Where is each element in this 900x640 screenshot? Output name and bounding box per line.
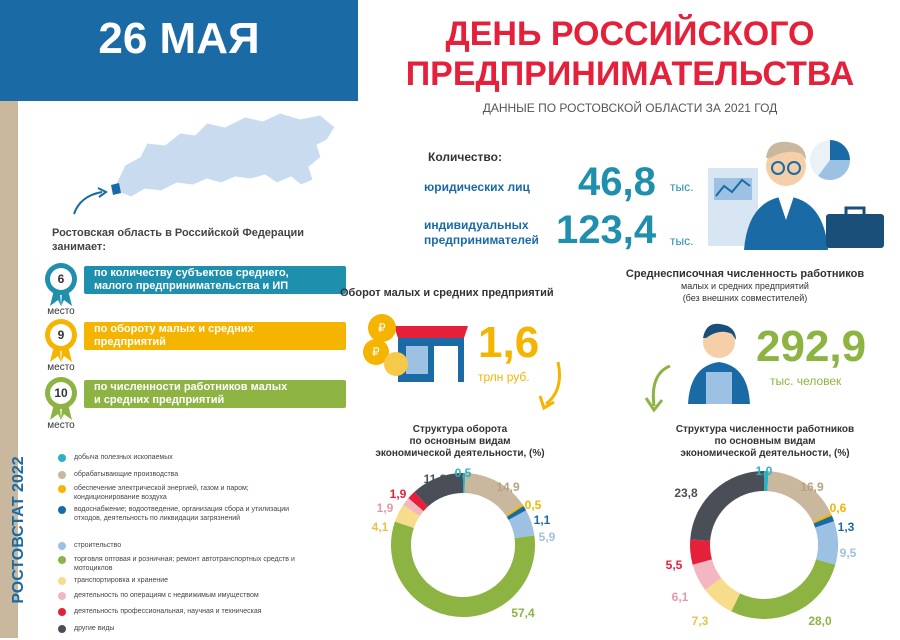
legal-entities-label: юридических лиц (424, 180, 530, 194)
donut-segment (514, 510, 515, 512)
donut-segment (515, 511, 517, 515)
svg-text:₽: ₽ (372, 345, 380, 359)
donut-segment (702, 562, 713, 584)
employees-heading-line-2: малых и средних предприятий (600, 280, 890, 292)
arrow-down-icon (640, 362, 680, 416)
region-caption-line-2: занимает: (52, 240, 352, 254)
donut-data-label: 9,5 (840, 546, 857, 560)
rank-bar (84, 266, 346, 294)
donut-segment (825, 524, 828, 562)
donut-data-label: 11,8 (424, 472, 447, 486)
legend-item-text: деятельность профессиональная, научная и техническая (74, 607, 299, 616)
region-caption (52, 226, 352, 254)
legend-item-text: водоснабжение; водоотведение, организация сбора и утилизации отходов, деятельность по ликвидации загрязнений (74, 505, 299, 523)
ip-unit: тыс. (670, 234, 693, 248)
legend-dot (58, 454, 66, 462)
donut-segment (401, 525, 525, 607)
legend-item-text: добыча полезных ископаемых (74, 453, 299, 462)
donut-segment (404, 510, 411, 524)
donut-segment (700, 481, 764, 540)
employees-unit: тыс. человек (770, 374, 841, 388)
rank-place: 6 (51, 272, 71, 286)
legend-item-text: деятельность по операциям с недвижимым имуществом (74, 591, 299, 600)
legend-dot (58, 556, 66, 564)
employees-heading-line-1: Среднесписочная численность работников (600, 268, 890, 280)
donut-data-label: 4,1 (372, 520, 389, 534)
donut-segment (416, 499, 421, 504)
chart-title-line-3: экономической деятельности, (%) (350, 448, 570, 460)
donut-data-label: 0,5 (525, 498, 542, 512)
rank-text-line-2: предприятий (94, 336, 254, 349)
legend-item-text: обеспечение электрической энергией, газом и паром; кондиционирование воздуха (74, 484, 299, 502)
legend-dot (58, 592, 66, 600)
legend-item-text: обрабатывающие производства (74, 470, 299, 479)
donut-segment (823, 520, 825, 525)
businessman-illustration-icon (708, 128, 888, 250)
legend-dot (58, 577, 66, 585)
legend-dot (58, 625, 66, 633)
ip-label-line-2: предпринимателей (424, 233, 539, 248)
shop-coins-illustration-icon (360, 308, 470, 388)
legend-dot (58, 506, 66, 514)
quantity-heading: Количество: (428, 150, 502, 164)
employees-heading (600, 268, 890, 304)
donut-data-label: 23,8 (674, 486, 698, 500)
turnover-donut-chart (330, 455, 580, 635)
employees-heading-line-3: (без внешних совместителей) (600, 292, 890, 304)
donut-segment (412, 505, 416, 511)
rank-place-caption: место (43, 362, 79, 373)
worker-illustration-icon (684, 318, 754, 404)
donut-data-label: 57,4 (511, 606, 535, 620)
donut-data-label: 1,9 (390, 487, 407, 501)
rank-row-3 (42, 376, 342, 432)
russia-map-icon (95, 105, 340, 220)
donut-data-label: 0,6 (830, 501, 847, 515)
ip-label (424, 218, 539, 248)
donut-data-label: 1,9 (377, 501, 394, 515)
title-line-1: ДЕНЬ РОССИЙСКОГО (370, 14, 890, 54)
donut-data-label: 1,3 (838, 520, 855, 534)
region-caption-line-1: Ростовская область в Российской Федерации (52, 226, 352, 240)
donut-segment (822, 517, 823, 519)
donut-data-label: 5,5 (666, 558, 683, 572)
legend-dot (58, 608, 66, 616)
rank-text-line-1: по численности работников малых (94, 381, 287, 394)
rank-place: 10 (51, 386, 71, 400)
legend-item-text: другие виды (74, 624, 299, 633)
legend-item-text: торговля оптовая и розничная; ремонт автотранспортных средств и мотоциклов (74, 555, 299, 573)
turnover-heading: Оборот малых и средних предприятий (340, 287, 554, 299)
chart-title-line-1: Структура численности работников (650, 424, 880, 436)
donut-segment (736, 562, 826, 609)
rank-row-2 (42, 318, 342, 374)
rank-bar (84, 322, 346, 350)
legend-item-text: строительство (74, 541, 299, 550)
donut-segment (517, 515, 524, 537)
donut-data-label: 1,1 (534, 513, 551, 527)
arrow-down-icon (530, 360, 570, 414)
brand-vertical: РОСТОВСТАТ 2022 (10, 420, 30, 640)
rank-row-1 (42, 262, 342, 318)
employees-value: 292,9 (756, 322, 866, 372)
donut-data-label: 28,0 (808, 614, 832, 628)
turnover-unit: трлн руб. (478, 370, 530, 384)
pointer-arrow-icon (70, 186, 110, 216)
page-subtitle: ДАННЫЕ ПО РОСТОВСКОЙ ОБЛАСТИ ЗА 2021 ГОД (370, 101, 890, 115)
donut-data-label: 5,9 (539, 530, 556, 544)
legend-item-text: транспортировка и хранение (74, 576, 299, 585)
rank-bar (84, 380, 346, 408)
donut-segment (700, 540, 702, 562)
donut-data-label: 16,9 (800, 480, 824, 494)
date-text: 26 МАЯ (0, 14, 358, 64)
rank-text-line-1: по обороту малых и средних (94, 323, 254, 336)
donut-data-label: 6,1 (672, 590, 689, 604)
svg-text:₽: ₽ (378, 321, 386, 335)
donut-segment (713, 584, 735, 602)
chart-title-line-2: по основным видам (350, 436, 570, 448)
donut-data-label: 1,0 (756, 464, 773, 478)
page-title (370, 14, 890, 94)
legend-dot (58, 471, 66, 479)
rank-place-caption: место (43, 420, 79, 431)
legend-dot (58, 485, 66, 493)
turnover-value: 1,6 (478, 318, 539, 368)
donut-data-label: 14,9 (496, 480, 520, 494)
rank-place-caption: место (43, 306, 79, 317)
rank-text-line-1: по количеству субъектов среднего, (94, 267, 289, 280)
legal-entities-value: 46,8 (578, 160, 656, 205)
chart-title-line-2: по основным видам (650, 436, 880, 448)
rank-place: 9 (51, 328, 71, 342)
chart-title-line-1: Структура оборота (350, 424, 570, 436)
employees-donut-chart (630, 455, 890, 635)
legend-dot (58, 542, 66, 550)
rank-text-line-2: и средних предприятий (94, 394, 287, 407)
title-line-2: ПРЕДПРИНИМАТЕЛЬСТВА (370, 54, 890, 94)
rank-text-line-2: малого предпринимательства и ИП (94, 280, 289, 293)
chart-title-line-3: экономической деятельности, (%) (650, 448, 880, 460)
donut-data-label: 7,3 (692, 614, 709, 628)
ip-label-line-1: индивидуальных (424, 218, 539, 233)
legal-entities-unit: тыс. (670, 180, 693, 194)
donut-data-label: 0,5 (455, 466, 472, 480)
ip-value: 123,4 (556, 208, 656, 253)
